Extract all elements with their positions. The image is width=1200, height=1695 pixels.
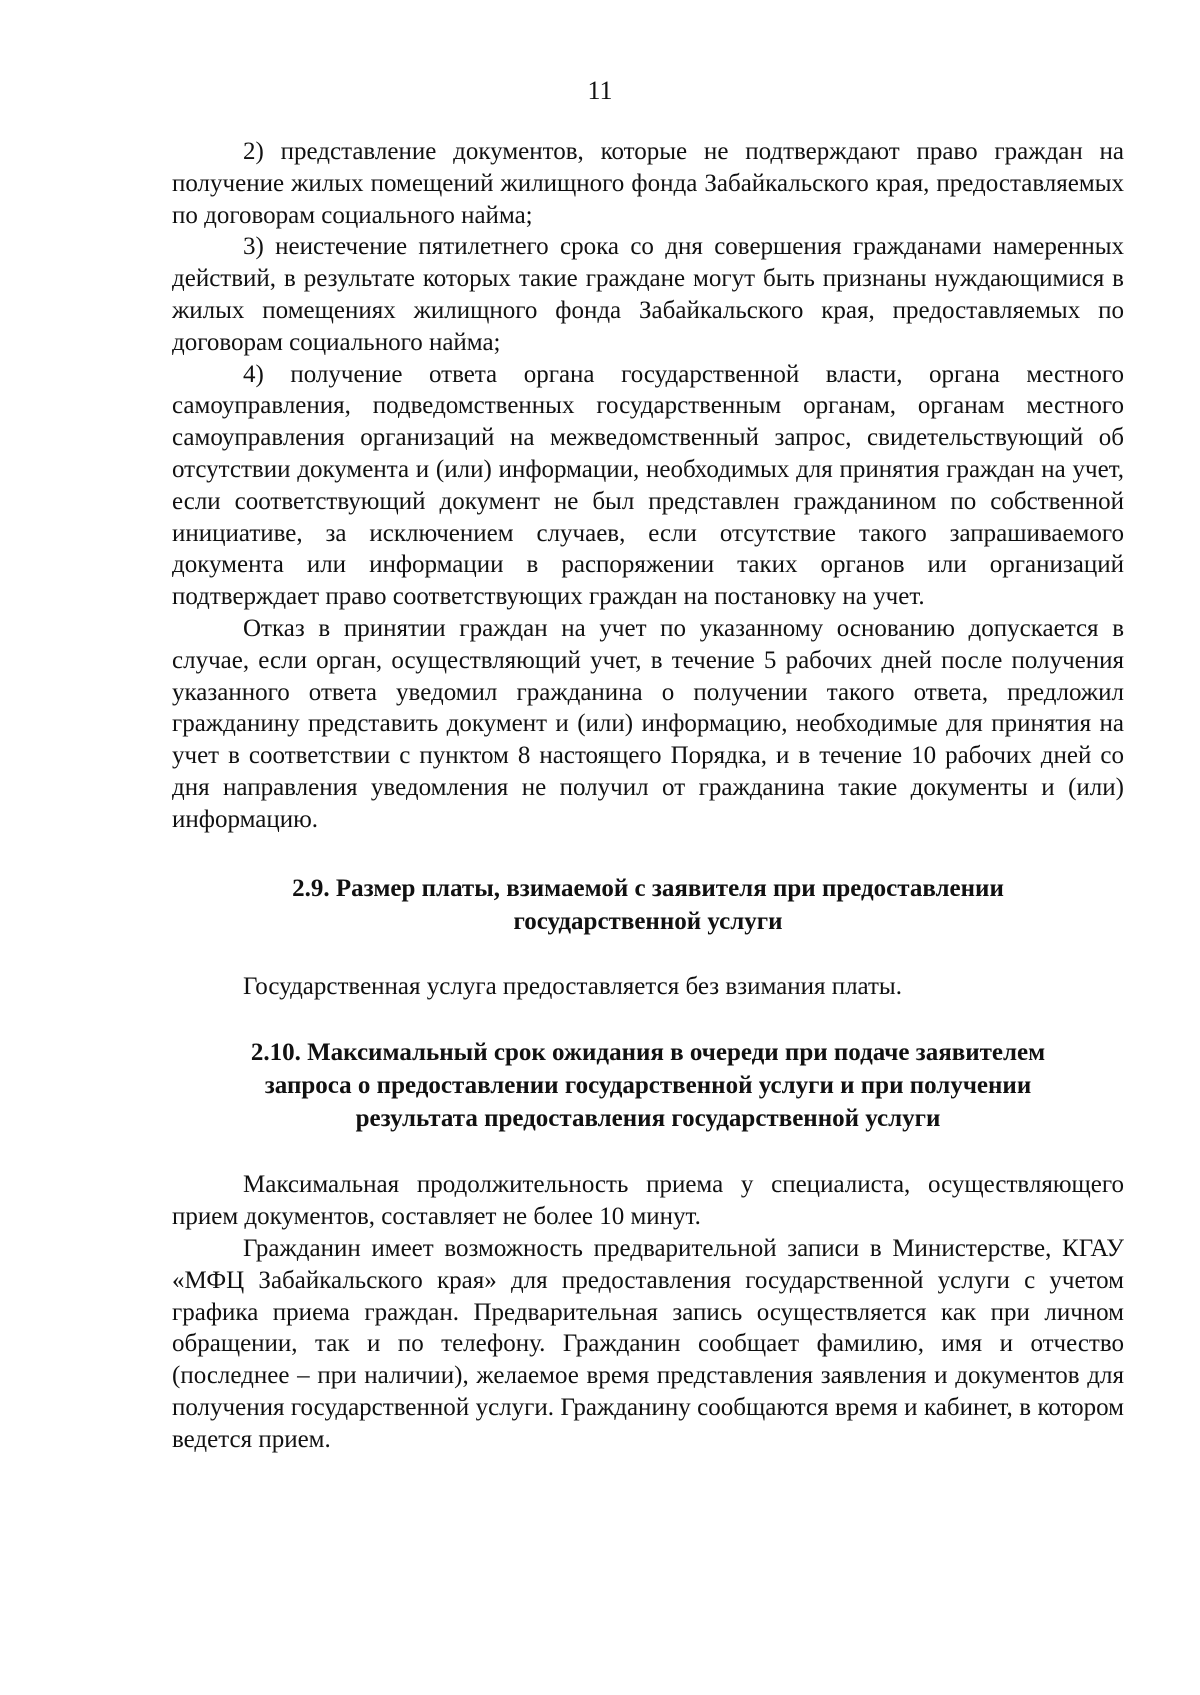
section-heading-2-10	[172, 1036, 1124, 1135]
document-body	[172, 136, 1124, 1456]
section-heading-2-10-line2: запроса о предоставлении государственной услуги и при получении	[264, 1072, 1032, 1100]
paragraph-max-duration: Максимальная продолжительность приема у специалиста, осуществляющего прием документов, составляет не более 10 минут.	[172, 1171, 1124, 1231]
paragraph-refusal: Отказ в принятии граждан на учет по указанному основанию допускается в случае, если орган, осуществляющий учет, в течение 5 рабочих дней после получения указанного ответа уведомил гражданина о получении такого ответа, предложил гражданину представить документ и (или) информацию, необходимые для принятия на учет в соответствии с пунктом 8 настоящего Порядка, и в течение 10 рабочих дней со дня направления уведомления не получил от гражданина такие документы и (или) информацию.	[172, 614, 1124, 833]
section-heading-2-9-line2: государственной услуги	[513, 907, 783, 935]
paragraph-pre-registration: Гражданин имеет возможность предварительной записи в Министерстве, КГАУ «МФЦ Забайкальского края» для предоставления государственной услуги с учетом графика приема граждан. Предварительная запись осуществляется как при личном обращении, так и по телефону. Гражданин сообщает фамилию, имя и отчество (последнее – при наличии), желаемое время представления заявления и документов для получения государственной услуги. Гражданину сообщаются время и кабинет, в котором ведется прием.	[172, 1234, 1124, 1453]
paragraph-item-2: 2) представление документов, которые не подтверждают право граждан на получение жилых помещений жилищного фонда Забайкальского края, предоставляемых по договорам социального найма;	[172, 138, 1124, 229]
page-number: 11	[587, 76, 613, 105]
paragraph-fee: Государственная услуга предоставляется без взимания платы.	[243, 972, 902, 1000]
paragraph-item-3: 3) неистечение пятилетнего срока со дня совершения гражданами намеренных действий, в результате которых такие граждане могут быть признаны нуждающимися в жилых помещениях жилищного фонда Забайкальского края, предоставляемых по договорам социального найма;	[172, 233, 1124, 356]
section-heading-2-10-line3: результата предоставления государственной услуги	[355, 1105, 941, 1133]
section-heading-2-9	[172, 872, 1124, 938]
section-heading-2-10-line1: 2.10. Максимальный срок ожидания в очереди при подаче заявителем	[250, 1039, 1046, 1067]
section-heading-2-9-line1: 2.9. Размер платы, взимаемой с заявителя при предоставлении	[292, 874, 1004, 902]
paragraph-item-4: 4) получение ответа органа государственной власти, органа местного самоуправления, подведомственных государственным органам, органам местного самоуправления организаций на межведомственный запрос, свидетельствующий об отсутствии документа и (или) информации, необходимых для принятия граждан на учет, если соответствующий документ не был представлен гражданином по собственной инициативе, за исключением случаев, если отсутствие такого запрашиваемого документа или информации в распоряжении таких органов или организаций подтверждает право соответствующих граждан на постановку на учет.	[172, 360, 1124, 611]
